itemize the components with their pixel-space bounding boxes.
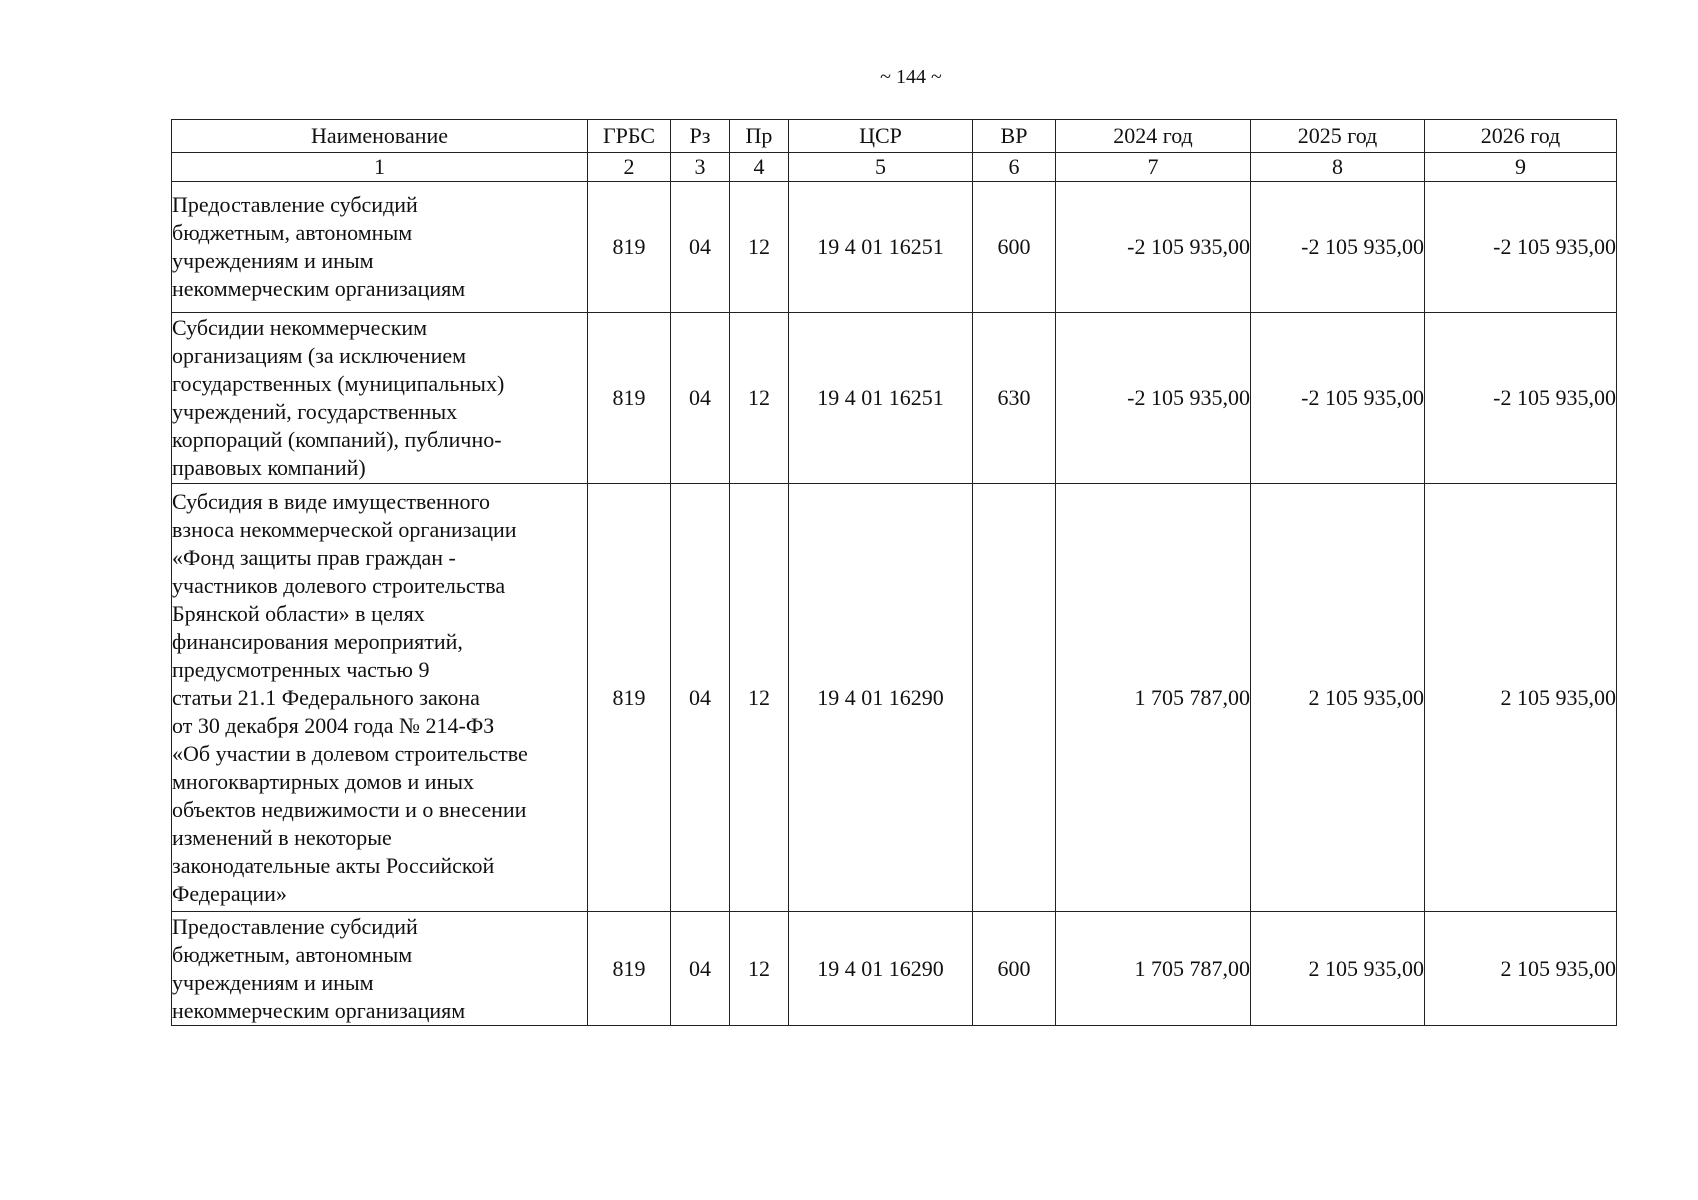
row-csr: 19 4 01 16290 (789, 912, 973, 1026)
column-number-row (172, 153, 1617, 182)
page-number: ~ 144 ~ (880, 66, 942, 88)
table-row (172, 484, 1617, 912)
row-grbs: 819 (588, 182, 671, 313)
header-2026: 2026 год (1425, 120, 1617, 153)
row-pr: 12 (730, 484, 789, 912)
column-number: 6 (973, 153, 1056, 182)
row-vr (973, 484, 1056, 912)
column-number: 8 (1251, 153, 1425, 182)
row-grbs: 819 (588, 484, 671, 912)
header-csr: ЦСР (789, 120, 973, 153)
row-grbs: 819 (588, 313, 671, 484)
header-name: Наименование (172, 120, 588, 153)
row-rz: 04 (671, 313, 730, 484)
column-number: 9 (1425, 153, 1617, 182)
row-name: Субсидия в виде имущественного взноса некоммерческой организации «Фонд защиты прав граждан - участников долевого строительства Брянской области» в целях финансирования мероприятий, предусмотренных частью 9 статьи 21.1 Федерального закона от 30 декабря 2004 года № 214-ФЗ «Об участии в долевом строительстве многоквартирных домов и иных объектов недвижимости и о внесении изменений в некоторые законодательные акты Российской Федерации» (172, 484, 588, 912)
table-row (172, 313, 1617, 484)
row-pr: 12 (730, 182, 789, 313)
column-number: 1 (172, 153, 588, 182)
column-number: 7 (1056, 153, 1251, 182)
header-rz: Рз (671, 120, 730, 153)
row-pr: 12 (730, 912, 789, 1026)
column-number: 4 (730, 153, 789, 182)
row-vr: 600 (973, 912, 1056, 1026)
row-csr: 19 4 01 16251 (789, 182, 973, 313)
header-grbs: ГРБС (588, 120, 671, 153)
column-number: 3 (671, 153, 730, 182)
row-2025: -2 105 935,00 (1251, 313, 1425, 484)
column-number: 2 (588, 153, 671, 182)
table-row (172, 182, 1617, 313)
row-rz: 04 (671, 484, 730, 912)
header-pr: Пр (730, 120, 789, 153)
row-2026: -2 105 935,00 (1425, 313, 1617, 484)
row-vr: 600 (973, 182, 1056, 313)
row-2025: 2 105 935,00 (1251, 484, 1425, 912)
row-2025: 2 105 935,00 (1251, 912, 1425, 1026)
row-2026: -2 105 935,00 (1425, 182, 1617, 313)
table-header-row (172, 120, 1617, 153)
row-2026: 2 105 935,00 (1425, 912, 1617, 1026)
row-csr: 19 4 01 16251 (789, 313, 973, 484)
row-grbs: 819 (588, 912, 671, 1026)
header-vr: ВР (973, 120, 1056, 153)
row-2024: -2 105 935,00 (1056, 182, 1251, 313)
row-2024: -2 105 935,00 (1056, 313, 1251, 484)
row-2025: -2 105 935,00 (1251, 182, 1425, 313)
header-2024: 2024 год (1056, 120, 1251, 153)
row-name: Предоставление субсидий бюджетным, автономным учреждениям и иным некоммерческим организациям (172, 182, 588, 313)
row-name: Предоставление субсидий бюджетным, автономным учреждениям и иным некоммерческим организациям (172, 912, 588, 1026)
row-rz: 04 (671, 182, 730, 313)
row-2024: 1 705 787,00 (1056, 484, 1251, 912)
row-vr: 630 (973, 313, 1056, 484)
row-name: Субсидии некоммерческим организациям (за исключением государственных (муниципальных) учреждений, государственных корпораций (компаний), публично- правовых компаний) (172, 313, 588, 484)
header-2025: 2025 год (1251, 120, 1425, 153)
row-pr: 12 (730, 313, 789, 484)
table-row (172, 912, 1617, 1026)
row-rz: 04 (671, 912, 730, 1026)
row-2024: 1 705 787,00 (1056, 912, 1251, 1026)
row-2026: 2 105 935,00 (1425, 484, 1617, 912)
budget-table (171, 119, 1617, 1026)
column-number: 5 (789, 153, 973, 182)
row-csr: 19 4 01 16290 (789, 484, 973, 912)
